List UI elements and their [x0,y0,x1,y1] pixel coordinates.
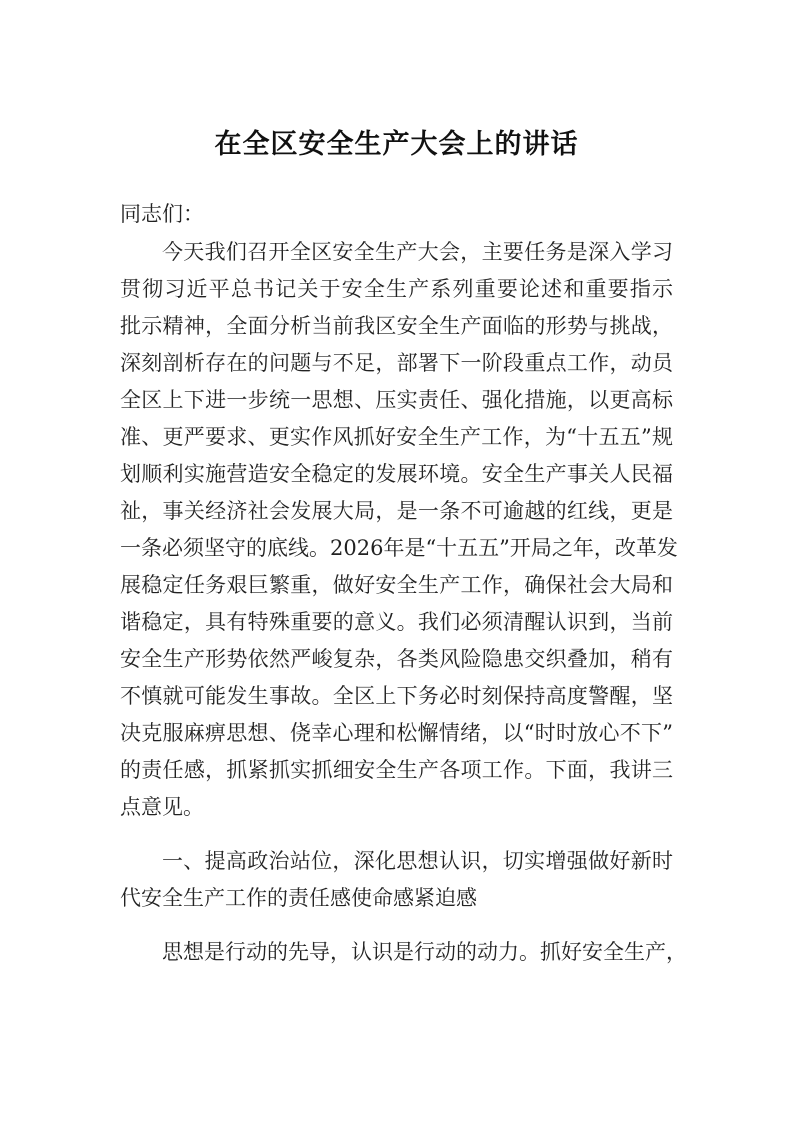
paragraph-line: 批示精神，全面分析当前我区安全生产面临的形势与挑战， [120,314,673,338]
paragraph-line: 思想是行动的先导，认识是行动的动力。抓好安全生产， [162,940,687,964]
section-heading-line: 代安全生产工作的责任感使命感紧迫感 [120,886,477,910]
section-heading-line: 一、提高政治站位，深化思想认识，切实增强做好新时 [162,849,673,873]
paragraph-line: 点意见。 [120,795,204,819]
paragraph-line: 谐稳定，具有特殊重要的意义。我们必须清醒认识到，当前 [120,610,673,634]
paragraph-line: 展稳定任务艰巨繁重，做好安全生产工作，确保社会大局和 [120,573,673,597]
salutation: 同志们： [120,202,204,226]
paragraph-line: 全区上下进一步统一思想、压实责任、强化措施，以更高标 [120,388,673,412]
paragraph-line: 决克服麻痹思想、侥幸心理和松懈情绪，以“时时放心不下” [120,721,673,745]
paragraph-line: 今天我们召开全区安全生产大会，主要任务是深入学习 [162,240,673,264]
paragraph-line: 准、更严要求、更实作风抓好安全生产工作，为“十五五”规 [120,425,673,449]
paragraph-line: 不慎就可能发生事故。全区上下务必时刻保持高度警醒，坚 [120,684,673,708]
document-title: 在全区安全生产大会上的讲话 [214,129,579,160]
paragraph-line: 祉，事关经济社会发展大局，是一条不可逾越的红线，更是 [120,499,673,523]
paragraph-line: 一条必须坚守的底线。2026年是“十五五”开局之年，改革发 [120,536,678,560]
paragraph-line: 的责任感，抓紧抓实抓细安全生产各项工作。下面，我讲三 [120,758,673,782]
paragraph-line: 贯彻习近平总书记关于安全生产系列重要论述和重要指示 [120,277,673,301]
paragraph-line: 安全生产形势依然严峻复杂，各类风险隐患交织叠加，稍有 [120,647,673,671]
paragraph-line: 深刻剖析存在的问题与不足，部署下一阶段重点工作，动员 [120,351,673,375]
paragraph-line: 划顺利实施营造安全稳定的发展环境。安全生产事关人民福 [120,462,673,486]
